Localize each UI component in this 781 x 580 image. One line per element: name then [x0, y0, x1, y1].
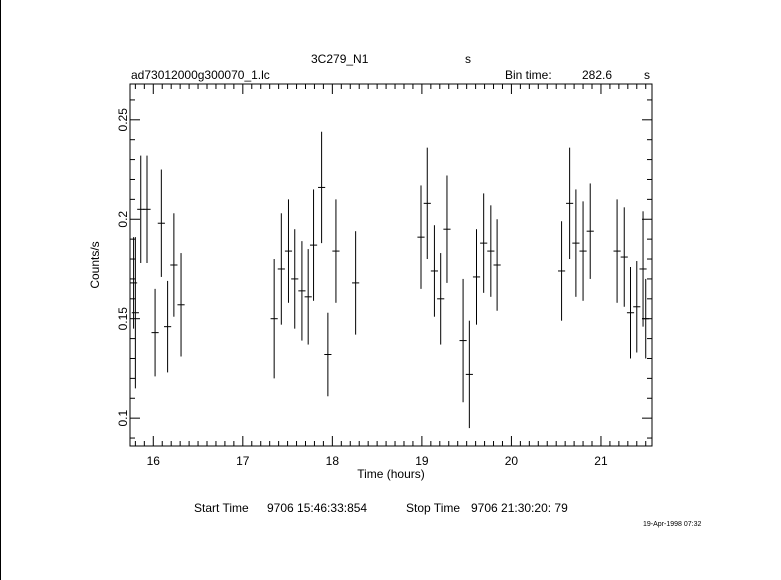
data-point [437, 253, 444, 344]
bin-time-label: Bin time: [505, 68, 552, 82]
data-point [310, 189, 317, 300]
data-point [424, 148, 431, 259]
y-tick-label: 0.2 [116, 210, 130, 228]
object-title-suffix: s [465, 52, 471, 66]
data-point [278, 213, 285, 324]
data-point [170, 213, 177, 316]
data-point [305, 249, 312, 344]
data-point [137, 156, 144, 263]
data-point [164, 281, 171, 372]
bin-time-unit: s [644, 68, 650, 82]
data-point [572, 189, 579, 296]
data-point [633, 261, 640, 352]
bin-time-value: 282.6 [582, 68, 613, 82]
y-tick-label: 0.15 [116, 307, 130, 331]
x-tick-label: 20 [504, 454, 519, 468]
x-tick-label: 17 [236, 454, 250, 468]
data-point [621, 207, 628, 306]
data-point [566, 148, 573, 259]
object-title: 3C279_N1 [311, 52, 369, 66]
y-axis-label: Counts/s [88, 241, 102, 289]
data-point [579, 201, 586, 300]
x-tick-labels [147, 454, 608, 468]
stop-time-value: 9706 21:30:20: 79 [471, 501, 568, 515]
data-point [613, 199, 620, 302]
data-point [298, 241, 305, 340]
data-point [494, 219, 501, 310]
data-point [285, 199, 292, 302]
y-tick-label: 0.1 [116, 409, 130, 427]
start-time-label: Start Time [194, 501, 249, 515]
x-axis-label: Time (hours) [357, 467, 425, 481]
data-point [158, 170, 165, 277]
data-point [177, 253, 184, 356]
y-tick-labels [116, 108, 130, 427]
data-point [151, 289, 158, 377]
data-point [473, 229, 480, 324]
x-tick-label: 19 [415, 454, 429, 468]
data-point [132, 237, 139, 388]
lightcurve-filename: ad73012000g300070_1.lc [131, 68, 270, 82]
data-point [431, 225, 438, 316]
data-point [558, 221, 565, 320]
x-tick-label: 16 [146, 454, 160, 468]
data-points [130, 132, 649, 428]
data-point [480, 193, 487, 292]
data-point [627, 267, 634, 358]
data-point [443, 175, 450, 282]
data-point [271, 259, 278, 378]
data-point [352, 231, 359, 334]
data-point [143, 156, 150, 263]
data-point [487, 205, 494, 296]
data-point [587, 183, 594, 278]
data-point [291, 229, 298, 328]
x-tick-label: 18 [325, 454, 340, 468]
data-point [459, 279, 466, 402]
data-point [466, 321, 473, 428]
stop-time-label: Stop Time [406, 501, 461, 515]
x-tick-label: 21 [594, 454, 608, 468]
start-time-value: 9706 15:46:33:854 [267, 501, 368, 515]
data-point [130, 237, 137, 328]
data-point [318, 132, 325, 243]
plot-frame [130, 84, 652, 446]
data-point [417, 185, 424, 288]
plot-date-stamp: 19-Apr-1998 07:32 [643, 521, 702, 528]
data-point [324, 313, 331, 397]
y-tick-label: 0.25 [116, 108, 130, 132]
data-point [332, 199, 339, 302]
axis-ticks [130, 84, 652, 446]
